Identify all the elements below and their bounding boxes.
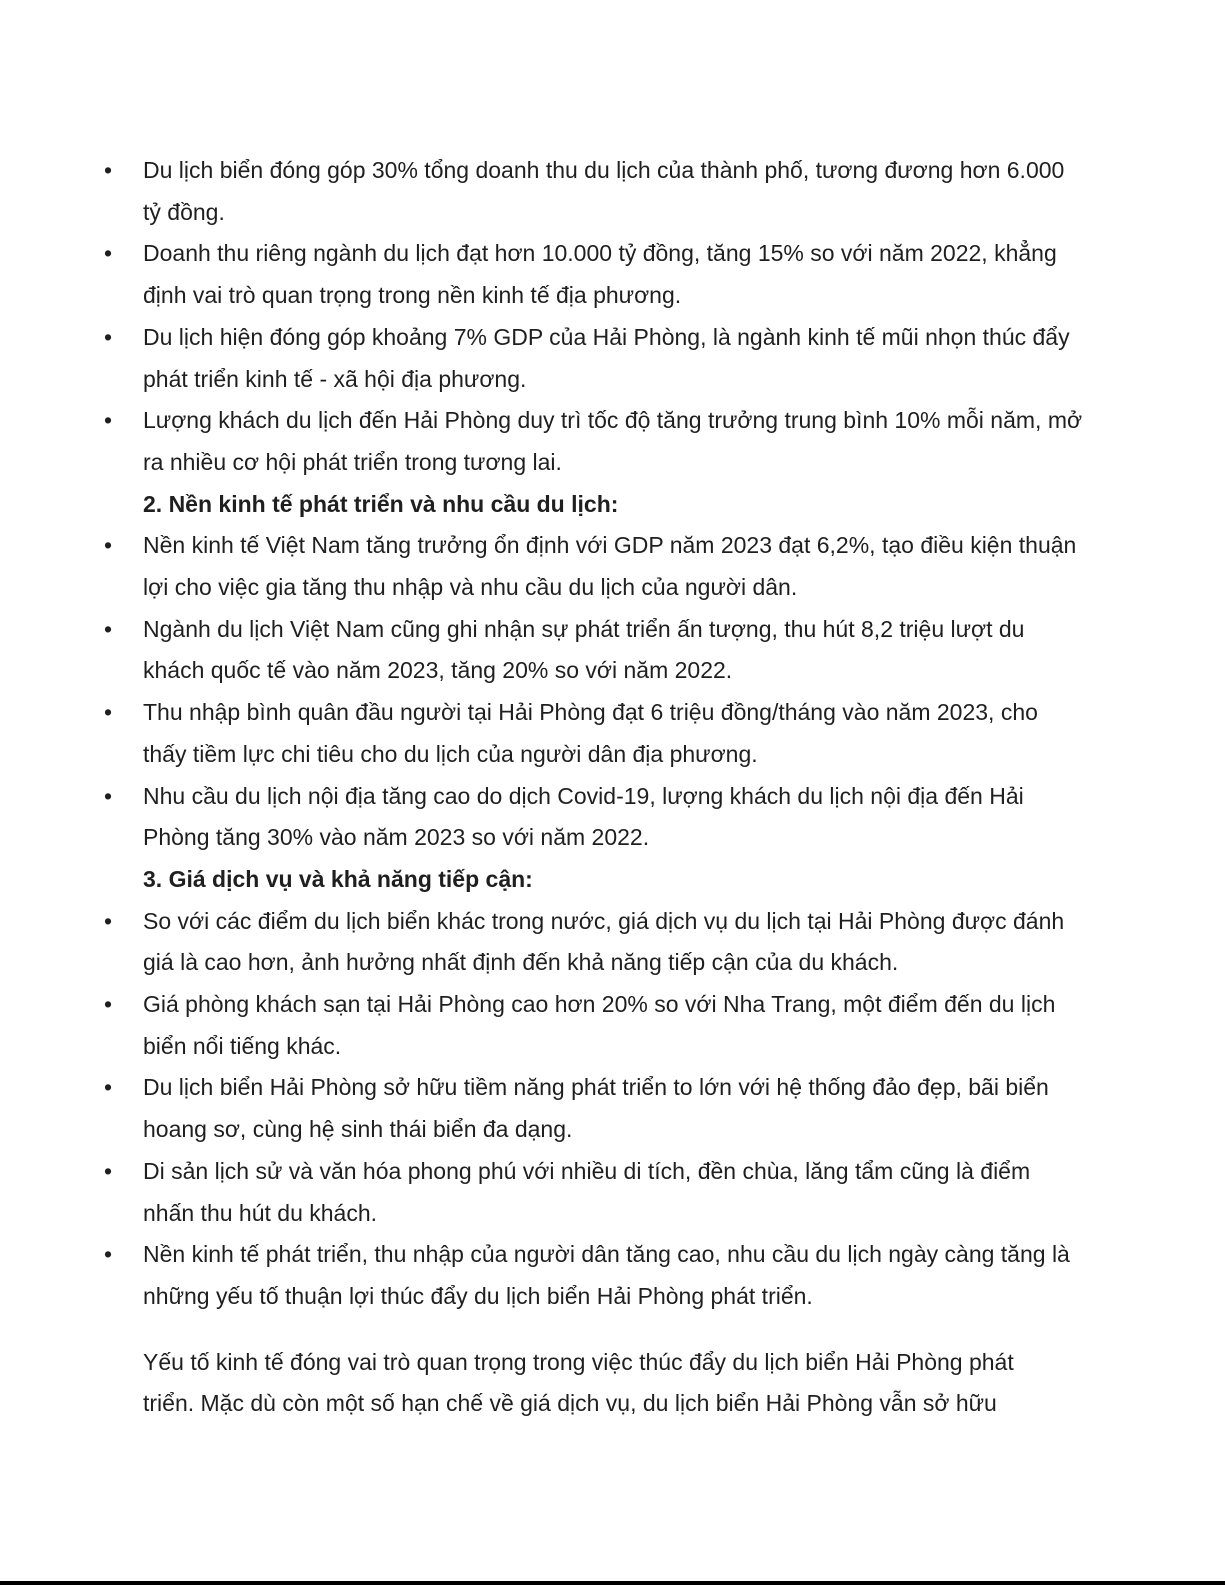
bullet-icon: • xyxy=(104,407,113,434)
list-item-text: So với các điểm du lịch biển khác trong nước, giá dịch vụ du lịch tại Hải Phòng được đánh giá là cao hơn, ảnh hưởng nhất định đến khả năng tiếp cận của du khách. xyxy=(143,907,1065,976)
list-item-text: Du lịch biển đóng góp 30% tổng doanh thu du lịch của thành phố, tương đương hơn 6.000 tỷ đồng. xyxy=(143,157,1065,225)
list-item-text: Du lịch hiện đóng góp khoảng 7% GDP của Hải Phòng, là ngành kinh tế mũi nhọn thúc đẩy phát triển kinh tế - xã hội địa phương. xyxy=(143,323,1070,392)
list-item-text: Doanh thu riêng ngành du lịch đạt hơn 10.000 tỷ đồng, tăng 15% so với năm 2022, khẳng định vai trò quan trọng trong nền kinh tế địa phương. xyxy=(143,240,1057,309)
list-item xyxy=(0,1151,1225,1234)
bullet-icon: • xyxy=(104,782,113,809)
bullet-icon: • xyxy=(104,615,113,642)
list-item xyxy=(0,1234,1225,1317)
list-item xyxy=(0,233,1225,316)
bullet-list-3 xyxy=(0,901,1225,1318)
closing-paragraph: Yếu tố kinh tế đóng vai trò quan trọng trong việc thúc đẩy du lịch biển Hải Phòng phát triển. Mặc dù còn một số hạn chế về giá dịch vụ, du lịch biển Hải Phòng vẫn sở hữu xyxy=(143,1348,1014,1417)
document-page xyxy=(0,150,1225,1448)
list-item-text: Nền kinh tế phát triển, thu nhập của người dân tăng cao, nhu cầu du lịch ngày càng tăng là những yếu tố thuận lợi thúc đẩy du lịch biển Hải Phòng phát triển. xyxy=(143,1241,1070,1309)
bullet-icon: • xyxy=(104,1157,113,1184)
list-item xyxy=(0,609,1225,692)
list-item-text: Thu nhập bình quân đầu người tại Hải Phòng đạt 6 triệu đồng/tháng vào năm 2023, cho thấy tiềm lực chi tiêu cho du lịch của người dân địa phương. xyxy=(143,699,1038,767)
bullet-icon: • xyxy=(104,1241,113,1268)
list-item xyxy=(0,776,1225,859)
list-item-text: Di sản lịch sử và văn hóa phong phú với nhiều di tích, đền chùa, lăng tẩm cũng là điểm nhấn thu hút du khách. xyxy=(143,1157,1031,1226)
bullet-list-2 xyxy=(0,525,1225,859)
section-heading-3: 3. Giá dịch vụ và khả năng tiếp cận: xyxy=(143,865,533,892)
list-item xyxy=(0,400,1225,483)
bullet-icon: • xyxy=(104,1074,113,1101)
list-item-text: Giá phòng khách sạn tại Hải Phòng cao hơn 20% so với Nha Trang, một điểm đến du lịch biển nổi tiếng khác. xyxy=(143,991,1056,1059)
list-item xyxy=(0,317,1225,400)
list-item-text: Lượng khách du lịch đến Hải Phòng duy trì tốc độ tăng trưởng trung bình 10% mỗi năm, mở ra nhiều cơ hội phát triển trong tương lai. xyxy=(143,407,1083,475)
section-heading-2: 2. Nền kinh tế phát triển và nhu cầu du lịch: xyxy=(143,490,619,517)
bullet-icon: • xyxy=(104,699,113,726)
page-bottom-border xyxy=(0,1581,1225,1585)
list-item xyxy=(0,150,1225,233)
list-item-text: Ngành du lịch Việt Nam cũng ghi nhận sự phát triển ấn tượng, thu hút 8,2 triệu lượt du khách quốc tế vào năm 2023, tăng 20% so với năm 2022. xyxy=(143,615,1025,684)
list-item-text: Nhu cầu du lịch nội địa tăng cao do dịch Covid-19, lượng khách du lịch nội địa đến Hải Phòng tăng 30% vào năm 2023 so với năm 2022. xyxy=(143,782,1024,851)
list-item-text: Nền kinh tế Việt Nam tăng trưởng ổn định với GDP năm 2023 đạt 6,2%, tạo điều kiện thuận lợi cho việc gia tăng thu nhập và nhu cầu du lịch của người dân. xyxy=(143,532,1077,601)
bullet-icon: • xyxy=(104,532,113,559)
bullet-icon: • xyxy=(104,907,113,934)
bullet-icon: • xyxy=(104,991,113,1018)
list-item xyxy=(0,1067,1225,1150)
list-item-text: Du lịch biển Hải Phòng sở hữu tiềm năng phát triển to lớn với hệ thống đảo đẹp, bãi biển hoang sơ, cùng hệ sinh thái biển đa dạng. xyxy=(143,1074,1049,1143)
bullet-icon: • xyxy=(104,240,113,267)
bullet-icon: • xyxy=(104,157,113,183)
list-item xyxy=(0,984,1225,1067)
bullet-icon: • xyxy=(104,323,113,350)
list-item xyxy=(0,901,1225,984)
list-item xyxy=(0,692,1225,775)
list-item xyxy=(0,525,1225,608)
bullet-list-1 xyxy=(0,150,1225,484)
